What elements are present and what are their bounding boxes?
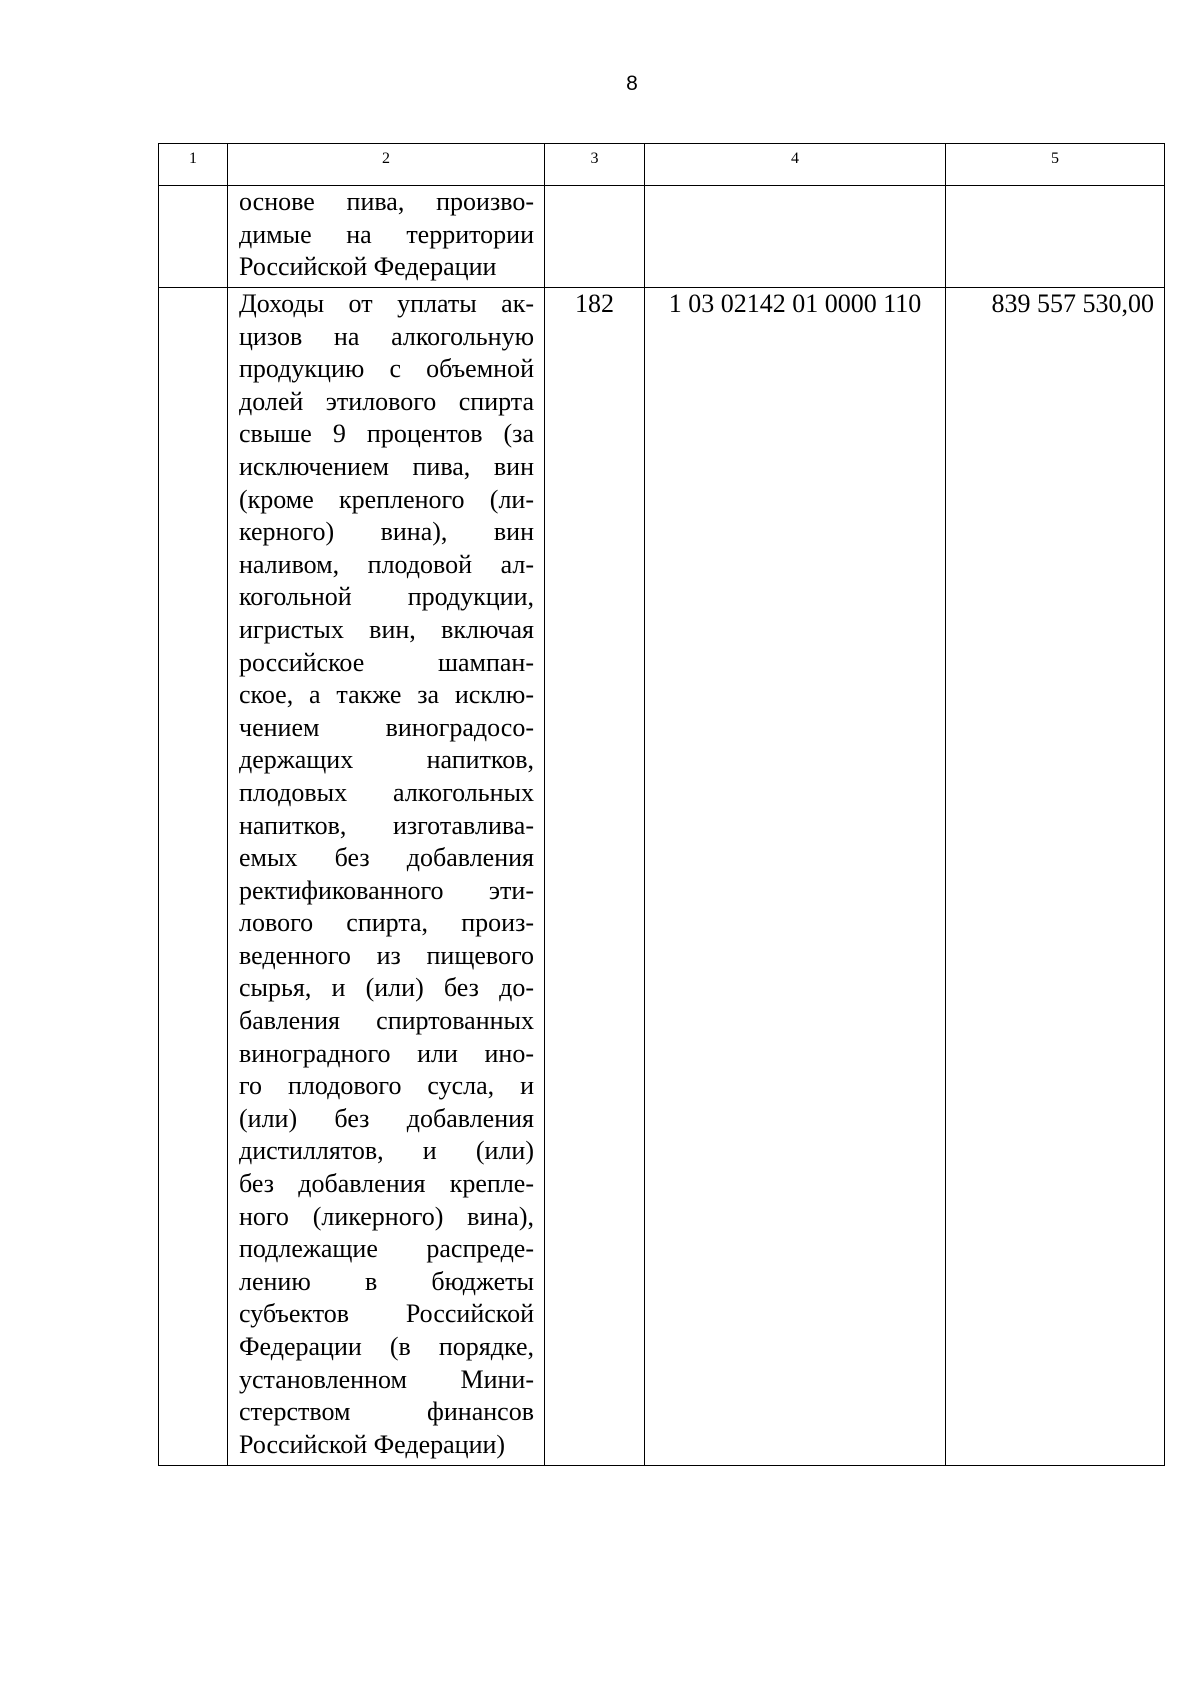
text-line: напитков, изготавлива- <box>239 810 534 840</box>
text-line: подлежащие распреде- <box>239 1234 534 1264</box>
text-line: игристых вин, включая <box>239 614 534 644</box>
text-line: чением виноградосо- <box>239 712 534 742</box>
page-number: 8 <box>626 72 638 95</box>
text-line: (кроме крепленого (ли- <box>239 484 534 514</box>
table-row-continued <box>159 186 1165 288</box>
text-line: веденного из пищевого <box>239 940 534 970</box>
text-line: свыше 9 процентов (за <box>239 419 534 449</box>
text-line: российское шампан- <box>239 647 534 677</box>
text-line: субъектов Российской <box>239 1299 534 1329</box>
text-line: лового спирта, произ- <box>239 908 534 938</box>
text-line: ректификованного эти- <box>239 875 534 905</box>
description-text <box>228 288 544 1465</box>
cell-admin-code: 182 <box>545 288 645 1466</box>
text-line: когольной продукции, <box>239 582 534 612</box>
text-line: емых без добавления <box>239 843 534 873</box>
cell-description-continued <box>228 186 545 288</box>
cell-col4-empty <box>645 186 946 288</box>
text-line: виноградного или ино- <box>239 1038 534 1068</box>
text-line: Доходы от уплаты ак- <box>239 289 534 318</box>
cell-col3-empty <box>545 186 645 288</box>
text-line: продукцию с объемной <box>239 354 534 384</box>
text-line: плодовых алкогольных <box>239 777 534 807</box>
description-text <box>228 186 544 284</box>
text-line: основе пива, произво- <box>239 187 534 216</box>
text-line: дистиллятов, и (или) <box>239 1136 534 1166</box>
text-line: го плодового сусла, и <box>239 1071 534 1101</box>
column-header-2: 2 <box>228 144 545 186</box>
text-line: Федерации (в порядке, <box>239 1332 534 1361</box>
column-header-1: 1 <box>159 144 228 186</box>
text-line: димые на территории <box>239 219 534 249</box>
text-line: лению в бюджеты <box>239 1266 534 1296</box>
text-line: стерством финансов <box>239 1397 534 1427</box>
column-header-3: 3 <box>545 144 645 186</box>
text-line: цизов на алкогольную <box>239 321 534 351</box>
text-line: бавления спиртованных <box>239 1006 534 1036</box>
column-header-4: 4 <box>645 144 946 186</box>
cell-col1-empty <box>159 288 228 1466</box>
text-line: установленном Мини- <box>239 1364 534 1394</box>
cell-description <box>228 288 545 1466</box>
text-line: без добавления крепле- <box>239 1169 534 1199</box>
text-line: ское, а также за исклю- <box>239 680 534 710</box>
cell-col5-empty <box>946 186 1165 288</box>
text-line: долей этилового спирта <box>239 386 534 416</box>
text-line: Российской Федерации) <box>239 1429 506 1459</box>
text-line: держащих напитков, <box>239 745 534 775</box>
text-line: наливом, плодовой ал- <box>239 549 534 579</box>
text-line: сырья, и (или) без до- <box>239 973 534 1003</box>
column-header-5: 5 <box>946 144 1165 186</box>
text-line: (или) без добавления <box>239 1103 534 1133</box>
text-line: ного (ликерного) вина), <box>239 1201 534 1231</box>
revenue-table <box>158 143 1165 1466</box>
table-row <box>159 288 1165 1466</box>
text-line: исключением пива, вин <box>239 451 534 481</box>
cell-amount: 839 557 530,00 <box>946 288 1165 1466</box>
cell-col1-empty <box>159 186 228 288</box>
table-header-row <box>159 144 1165 186</box>
text-line: Российской Федерации <box>239 252 497 282</box>
text-line: керного) вина), вин <box>239 517 534 547</box>
cell-kbk-code: 1 03 02142 01 0000 110 <box>645 288 946 1466</box>
